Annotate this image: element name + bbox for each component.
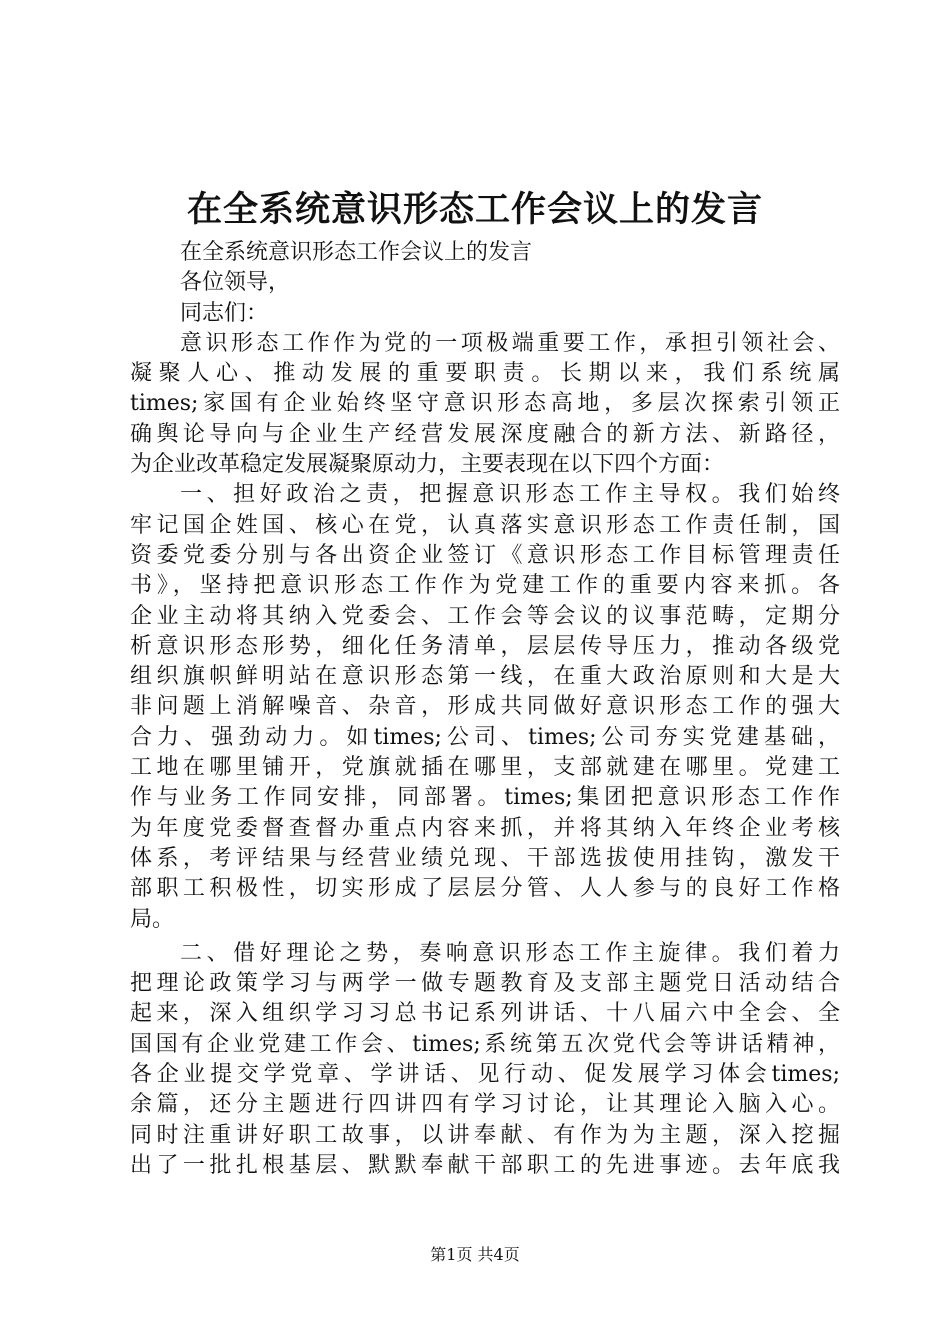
text-line: 为年度党委督查督办重点内容来抓，并将其纳入年终企业考核 [130,815,840,841]
text-line: 体系，考评结果与经营业绩兑现、干部选拔使用挂钩，激发干 [130,845,840,871]
text-line: 出了一批扎根基层、默默奉献干部职工的先进事迹。去年底我 [130,1152,840,1178]
text-line: 起来，深入组织学习习总书记系列讲话、十八届六中全会、全 [130,1001,840,1027]
text-line: 一、担好政治之责，把握意识形态工作主导权。我们始终 [180,482,840,508]
text-line: 局。 [130,906,175,932]
page-footer: 第1页 共4页 [430,1245,520,1264]
text-line: 把理论政策学习与两学一做专题教育及支部主题党日活动结合 [130,971,840,997]
text-line: 作与业务工作同安排，同部署。times;集团把意识形态工作作 [130,785,840,811]
text-line: 确舆论导向与企业生产经营发展深度融合的新方法、新路径， [130,421,840,447]
text-line: 各企业提交学党章、学讲话、见行动、促发展学习体会times; [130,1062,840,1088]
text-line: times;家国有企业始终坚守意识形态高地，多层次探索引领正 [130,391,840,417]
text-line: 部职工积极性，切实形成了层层分管、人人参与的良好工作格 [130,876,840,902]
text-line: 牢记国企姓国、核心在党，认真落实意识形态工作责任制，国 [130,512,840,538]
text-line: 同志们： [180,300,269,326]
text-line: 资委党委分别与各出资企业签订《意识形态工作目标管理责任 [130,542,840,568]
text-line: 为企业改革稳定发展凝聚原动力，主要表现在以下四个方面： [130,452,725,478]
text-line: 余篇，还分主题进行四讲四有学习讨论，让其理论入脑入心。 [130,1092,840,1118]
text-line: 组织旗帜鲜明站在意识形态第一线，在重大政治原则和大是大 [130,664,840,690]
text-line: 析意识形态形势，细化任务清单，层层传导压力，推动各级党 [130,633,840,659]
document-title: 在全系统意识形态工作会议上的发言 [186,189,763,230]
document-body [130,238,840,1181]
text-line: 各位领导， [180,270,291,296]
text-line: 意识形态工作作为党的一项极端重要工作，承担引领社会、 [180,330,840,356]
text-line: 书》，坚持把意识形态工作作为党建工作的重要内容来抓。各 [130,573,840,599]
text-line: 非问题上消解噪音、杂音，形成共同做好意识形态工作的强大 [130,694,840,720]
text-line: 国国有企业党建工作会、times;系统第五次党代会等讲话精神， [130,1031,840,1057]
text-line: 凝聚人心、推动发展的重要职责。长期以来，我们系统属 [130,361,840,387]
text-line: 合力、强劲动力。如times;公司、times;公司夯实党建基础， [130,724,840,750]
text-line: 企业主动将其纳入党委会、工作会等会议的议事范畴，定期分 [130,603,840,629]
text-line: 工地在哪里铺开，党旗就插在哪里，支部就建在哪里。党建工 [130,755,840,781]
text-line: 在全系统意识形态工作会议上的发言 [180,240,533,265]
text-line: 二、借好理论之势，奏响意识形态工作主旋律。我们着力 [180,940,840,966]
text-line: 同时注重讲好职工故事，以讲奉献、有作为为主题，深入挖掘 [130,1122,840,1148]
